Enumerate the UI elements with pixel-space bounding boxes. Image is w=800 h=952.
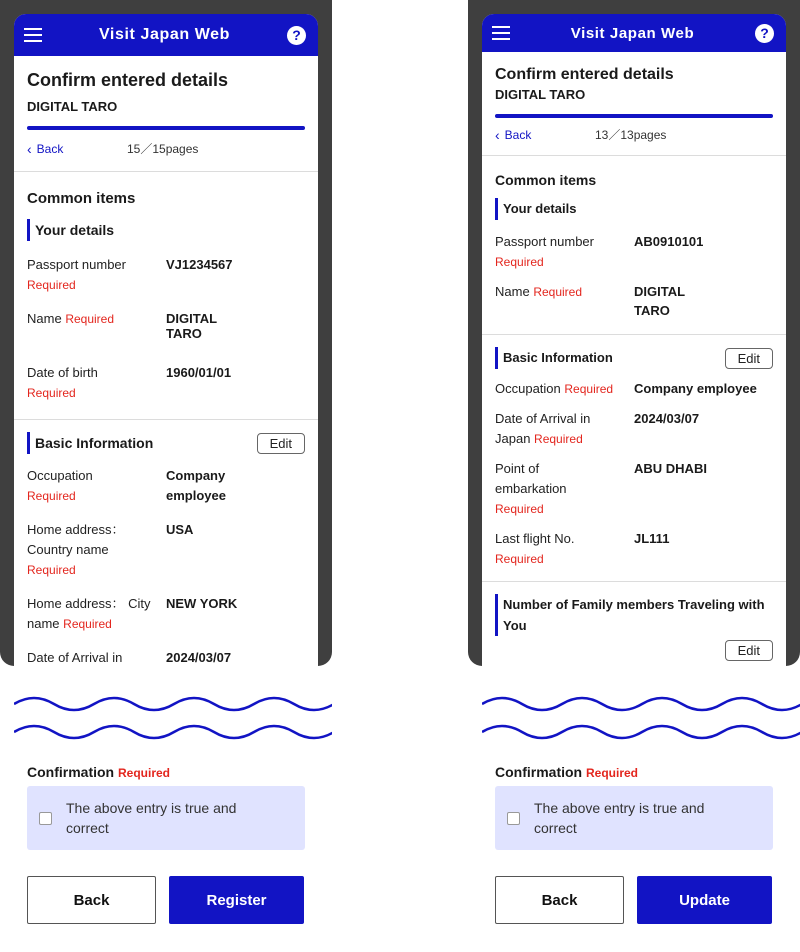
right-screen (482, 14, 786, 666)
left-phone-frame (0, 0, 332, 666)
page-counter: 15／15pages (127, 142, 199, 156)
confirmation-checkbox[interactable] (507, 812, 520, 825)
field-label: Date of Arrival in Japan (495, 411, 591, 446)
back-button[interactable]: Back (27, 876, 156, 924)
field-value: JL111 (634, 531, 670, 546)
required-badge: Required (63, 617, 112, 631)
required-badge: Required (533, 285, 583, 299)
field-label: Passport number (27, 257, 126, 272)
chevron-left-icon: ‹ (495, 126, 500, 143)
progress-bar (495, 114, 773, 118)
confirmation-text: The above entry is true and correct (66, 800, 237, 836)
required-badge: Required (27, 489, 76, 503)
field-value: DIGITAL TARO (166, 311, 217, 341)
divider (14, 419, 318, 420)
page-title: Confirm entered details (27, 70, 229, 90)
field-value: VJ1234567 (166, 257, 233, 272)
app-title: Visit Japan Web (570, 24, 695, 42)
divider (482, 581, 786, 582)
detail-row (14, 363, 318, 403)
confirmation-title: Confirmation (495, 764, 583, 780)
detail-row (14, 594, 318, 634)
confirmation-checkbox[interactable] (39, 812, 52, 825)
confirmation-text: The above entry is true and correct (534, 800, 705, 836)
back-link-label: Back (36, 141, 64, 156)
detail-row (14, 648, 318, 666)
required-badge: Required (118, 766, 171, 780)
edit-button[interactable]: Edit (725, 640, 773, 661)
field-value: 2024/03/07 (166, 650, 232, 665)
wave-separator (482, 690, 800, 750)
user-name: DIGITAL TARO (495, 87, 586, 102)
app-bar (482, 14, 786, 52)
field-label: Occupation (27, 468, 93, 483)
divider (482, 334, 786, 335)
field-value: USA (166, 522, 194, 537)
confirmation-checkbox-box[interactable] (495, 786, 773, 850)
required-badge: Required (65, 312, 115, 326)
left-screen (14, 14, 318, 666)
field-value: Company employee (166, 468, 226, 503)
field-label: Occupation (495, 381, 561, 396)
page-counter: 13／13pages (595, 128, 667, 142)
detail-row (14, 255, 318, 295)
app-bar (14, 14, 318, 56)
app-title: Visit Japan Web (98, 26, 231, 43)
required-badge: Required (495, 255, 544, 269)
required-badge: Required (534, 432, 583, 446)
detail-row (14, 309, 318, 341)
field-value: ABU DHABI (634, 461, 707, 476)
required-badge: Required (27, 386, 76, 400)
required-badge: Required (495, 552, 544, 566)
back-link-label: Back (504, 127, 532, 142)
confirmation-section (495, 764, 799, 850)
section-title: Common items (495, 172, 597, 188)
field-value: DIGITAL TARO (634, 284, 685, 318)
detail-row (482, 409, 786, 449)
required-badge: Required (564, 382, 614, 396)
field-label: Date of Arrival in (27, 650, 123, 665)
required-badge: Required (586, 766, 639, 780)
back-link[interactable] (27, 141, 127, 157)
field-label: Name (495, 284, 530, 299)
detail-row (482, 529, 786, 569)
confirmation-section (27, 764, 331, 850)
field-label: Home address： City name (27, 596, 151, 631)
page-title: Confirm entered details (495, 66, 674, 83)
field-value: NEW YORK (166, 596, 238, 611)
required-badge: Required (27, 563, 76, 577)
field-label: Passport number (495, 234, 594, 249)
field-label: Name (27, 311, 62, 326)
user-name: DIGITAL TARO (27, 99, 118, 114)
detail-row (14, 466, 318, 506)
basic-info-title: Basic Information (27, 432, 153, 454)
field-label: Date of birth (27, 365, 98, 380)
field-value: 1960/01/01 (166, 365, 232, 380)
chevron-left-icon: ‹ (27, 140, 32, 157)
confirmation-title: Confirmation (27, 764, 115, 780)
wave-separator (14, 690, 332, 750)
your-details-title: Your details (495, 198, 576, 220)
detail-row (482, 282, 786, 320)
menu-icon[interactable] (492, 26, 510, 40)
field-label: Last flight No. (495, 531, 575, 546)
right-phone-frame (468, 0, 800, 666)
field-value: AB0910101 (634, 234, 704, 249)
detail-row (14, 520, 318, 580)
menu-icon[interactable] (24, 28, 42, 42)
field-label: Point of embarkation (495, 461, 567, 496)
help-icon[interactable]: ? (287, 26, 306, 45)
update-button[interactable]: Update (637, 876, 772, 924)
required-badge: Required (495, 502, 544, 516)
detail-row (482, 232, 786, 272)
help-icon[interactable]: ? (755, 24, 774, 43)
family-members-title: Number of Family members Traveling with You (495, 594, 765, 636)
field-value: 2024/03/07 (634, 411, 700, 426)
field-value: Company employee (634, 381, 757, 396)
back-link[interactable] (495, 127, 595, 143)
basic-info-title: Basic Information (495, 347, 613, 369)
detail-row (482, 379, 786, 399)
progress-bar (27, 126, 305, 130)
detail-row (482, 459, 786, 519)
confirmation-checkbox-box[interactable] (27, 786, 305, 850)
field-label: Home address： Country name (27, 522, 125, 557)
edit-button[interactable]: Edit (725, 348, 773, 369)
section-title: Common items (27, 190, 136, 207)
edit-button[interactable]: Edit (257, 433, 305, 454)
your-details-title: Your details (27, 219, 114, 241)
register-button[interactable]: Register (169, 876, 304, 924)
required-badge: Required (27, 278, 76, 292)
back-button[interactable]: Back (495, 876, 624, 924)
